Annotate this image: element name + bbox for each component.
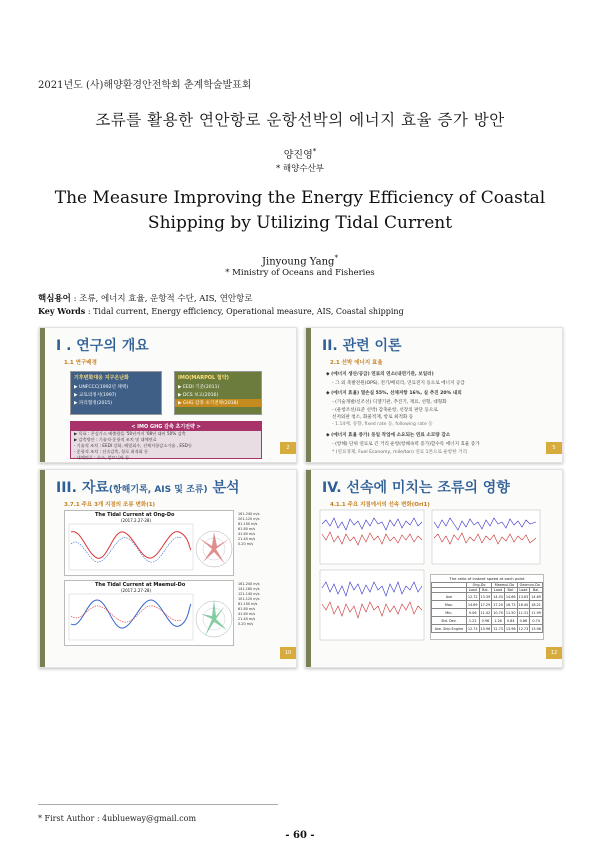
climate-box-header: 기후변화대응 지구온난화 [74,375,129,381]
theory-item: 선저외판 청소, 화물적재, 항로 최적화 등 [332,415,414,420]
conference-header: 2021년도 (사)해양환경안전학회 춘계학술발표회 [38,80,252,91]
slide-title: III. 자료(항해기록, AIS 및 조류) 분석 [56,480,240,496]
strategy-header: < IMO GHG 감축 초기전략 > [71,422,261,431]
strategy-item: ▶ 감축방안 : 기술적·운항적 조치 및 대체연료 [74,437,157,442]
table-group-header: Geomun-Do [517,583,542,588]
table-cell: 13.96 [480,626,491,631]
keywords-korean: 핵심용어 : 조류, 에너지 효율, 운항적 수단, AIS, 연안항로 [38,294,253,304]
slide-subtitle: 2.1 선박 에너지 효율 [330,360,383,366]
table-cell: 14.53 [493,594,503,599]
table-cell: 12.72 [467,594,478,599]
chart-subtitle: (2017.2.27-28) [121,588,152,593]
theory-item: * (연료경제, Fuel Economy, mile/ton) 연료 1톤으로 운항한 거리 [332,450,468,455]
slide-title: IV. 선속에 미치는 조류의 영향 [322,480,510,496]
tidal-rose-maemuldo [195,594,233,644]
table-col-header: Bal. [530,588,543,593]
table-cell: 10.70 [493,610,503,615]
legend-item: 41-60 m/s [238,612,256,616]
table-cell: 0.84 [504,617,517,625]
table-cell: 17.29 [480,602,491,607]
tidal-rose-ongdo [195,524,233,574]
slide-title: I . 연구의 개요 [56,338,149,354]
table-title: The ratio of instant speed at each point [449,576,525,581]
legend-item: 81-100 m/s [238,522,258,526]
tidal-curve-ongdo [69,524,193,574]
table-cell: 12.73 [518,626,529,631]
table-cell: 11.31 [518,610,529,615]
speed-chart-1 [320,510,424,564]
table-row-label: Ave [432,593,467,601]
legend-item: 0-20 m/s [238,622,253,626]
footnote: * First Author : 4ublueway@gmail.com [38,814,197,823]
theory-item: - 그 외 축발전원(OPS), 전기/배터리, 연료전지 등으로 에너지 공급 [332,381,465,386]
chart-subtitle: (2017.2.27-28) [121,518,152,523]
legend-item: 121-140 m/s [238,592,260,596]
table-cell: 12.73 [467,626,478,631]
slide-subtitle: 1.1 연구배경 [64,360,97,366]
table-row-label: Std. Dev. [432,617,467,625]
climate-item: ▶ 교토의정서(1997) [74,393,117,398]
slide-data-analysis [39,469,297,668]
table-cell: 14.69 [467,602,478,607]
strategy-item: · 대체연료 : 수소, 암모니아 등 [74,455,130,460]
table-row [432,617,543,625]
table-row-label: Max. [432,601,467,609]
tidal-chart-maemuldo [64,580,234,646]
legend-item: 201-120 m/s [238,517,260,521]
table-row-label: Min. [432,609,467,617]
strategy-item: ▶ 목표 : 온실가스 배출량을 '50년까지 '08년 대비 50% 감축 [74,431,186,436]
theory-item: - 1.14배, 풍향, fixed rate 등, following rate 등 [332,422,433,427]
speed-chart-2 [432,510,540,564]
theory-item: - (운항조선/표준 선박) 감축운항, 선장의 판단 등으로 [332,408,438,413]
strategy-item: · 기술적 조치 : EEDI 강화, 배열회수, 선체저항감소기술 , ESD등 [74,443,192,448]
imo-item: ▶ DCS 보고(2016) [178,393,219,398]
climate-item: ▶ UNFCCC(1992년 채택) [74,385,129,390]
table-col-header: Bal. [504,588,517,593]
table-group-header: Ong-Do [466,583,491,588]
table-col-header: Load [466,588,479,593]
table-cell: 18.21 [531,602,541,607]
author-english: Jinyoung Yang* [262,254,338,268]
legend-ongdo [238,512,259,547]
table-cell: 14.69 [531,594,541,599]
slide-tidal-effect [305,469,563,668]
table-group-header: Maemul-Do [492,583,517,588]
legend-item: 161-240 m/s [238,582,260,586]
legend-item: 101-120 m/s [238,597,260,601]
imo-item: ▶ EEDI 기준(2011) [178,385,220,390]
slide-page-number: 10 [280,647,296,659]
climate-box [70,371,162,415]
table-cell: 0.86 [517,617,530,625]
ratio-table [431,582,543,633]
theory-item: ◆ (에너지 생산/공급) 연료의 연소(내연기관, 보일러) [326,372,434,377]
slide-title: II. 관련 이론 [322,338,402,354]
legend-maemuldo [238,582,259,627]
table-cell: 1.26 [492,617,505,625]
table-col-header: Load [517,588,530,593]
slide-page-number: 2 [280,442,296,454]
table-cell: 1.22 [466,617,479,625]
legend-item: 141-160 m/s [238,587,260,591]
page-number: - 60 - [285,830,315,841]
imo-item: ▶ GHG 감축 초기전략(2018) [175,399,261,407]
table-cell: 17.20 [493,602,503,607]
imo-strategy-box [70,421,262,459]
slide-accent-strip [306,328,311,462]
legend-item: 81-100 m/s [238,602,258,606]
theory-item: - (항해) 단위 연료로 긴 거리 운항(항해속력 증가)할수록 에너지 효율 증가 [332,442,480,447]
legend-item: 61-80 m/s [238,607,256,611]
slide-subtitle: 4.1.1 주요 지점에서의 선속 변화(Ori1) [330,502,430,508]
table-col-header: Load [492,588,505,593]
climate-item: ▶ 파리협정(2015) [74,401,113,406]
table-row [432,601,543,609]
theory-item: ◆ (에너지 효율 증가) 동일 작업에 소요되는 연료 소모량 감소 [326,433,451,438]
table-cell: 0.96 [479,617,492,625]
theory-item: ◆ (에너지 효율) 열손실 55%, 선체저항 16%, 실 추진 20% 내외 [326,391,462,396]
table-col-header: Bal. [479,588,492,593]
legend-item: 0-20 m/s [238,542,253,546]
strategy-item: · 운항적 조치 : 선속감축, 항로 최적화 등 [74,449,149,454]
slide-accent-strip [306,470,311,667]
table-cell: 11.50 [505,610,516,615]
keywords-english: Key Words : Tidal current, Energy efficiency, Operational measure, AIS, Coastal shipping [38,306,404,316]
table-cell: 9.06 [466,609,479,617]
title-korean: 조류를 활용한 연안항로 운항선박의 에너지 효율 증가 방안 [95,111,505,129]
slide-subtitle: 3.7.1 주요 3개 지점의 조류 변화(1) [64,502,156,508]
slide-page-number: 12 [546,647,562,659]
table-row [432,609,543,617]
affiliation-korean: * 해양수산부 [275,164,324,174]
table-cell: 13.39 [480,594,491,599]
table-cell: 11.42 [480,610,491,615]
affiliation-english: * Ministry of Oceans and Fisheries [225,268,375,278]
table-cell: 16.40 [518,602,529,607]
legend-item: 41-60 m/s [238,532,256,536]
table-row [432,625,543,633]
speed-ratio-table [430,574,544,640]
slide-page-number: 5 [546,442,562,454]
title-english: The Measure Improving the Energy Efficiency of Coastal Shipping by Utilizing Tidal Current [54,188,546,233]
table-cell: 13.63 [518,594,529,599]
table-cell: 13.96 [531,626,541,631]
imo-box [174,371,262,415]
slide-related-theory [305,327,563,463]
slide-research-overview [39,327,297,463]
legend-item: 21-40 m/s [238,537,256,541]
author-korean: 양진영* [283,147,317,161]
legend-item: 161-240 m/s [238,512,260,516]
chart-title: The Tidal Current at Maemul-Do [95,582,186,588]
table-cell: 12.73 [493,626,503,631]
table-cell: 13.96 [505,626,516,631]
theory-item: - (기술개발/신조선) 디젤기관, 추진기, 재료, 선형, 대형화 [332,400,447,405]
tidal-chart-ongdo [64,510,234,576]
table-cell: 11.99 [531,610,541,615]
imo-box-header: IMO(MARPOL 협약) [178,375,229,381]
footnote-divider [38,804,278,805]
speed-chart-3 [320,570,424,640]
table-cell: 14.66 [505,594,516,599]
slide-accent-strip [40,470,45,667]
table-cell: 16.73 [505,602,516,607]
slide-accent-strip [40,328,45,462]
chart-title: The Tidal Current at Ong-Do [95,512,175,518]
table-cell: 0.74 [530,617,543,625]
tidal-curve-maemuldo [69,594,193,644]
legend-item: 61-80 m/s [238,527,256,531]
legend-item: 21-40 m/s [238,617,256,621]
table-row [432,593,543,601]
table-row-label: Ave. Ship Engine [432,625,467,633]
